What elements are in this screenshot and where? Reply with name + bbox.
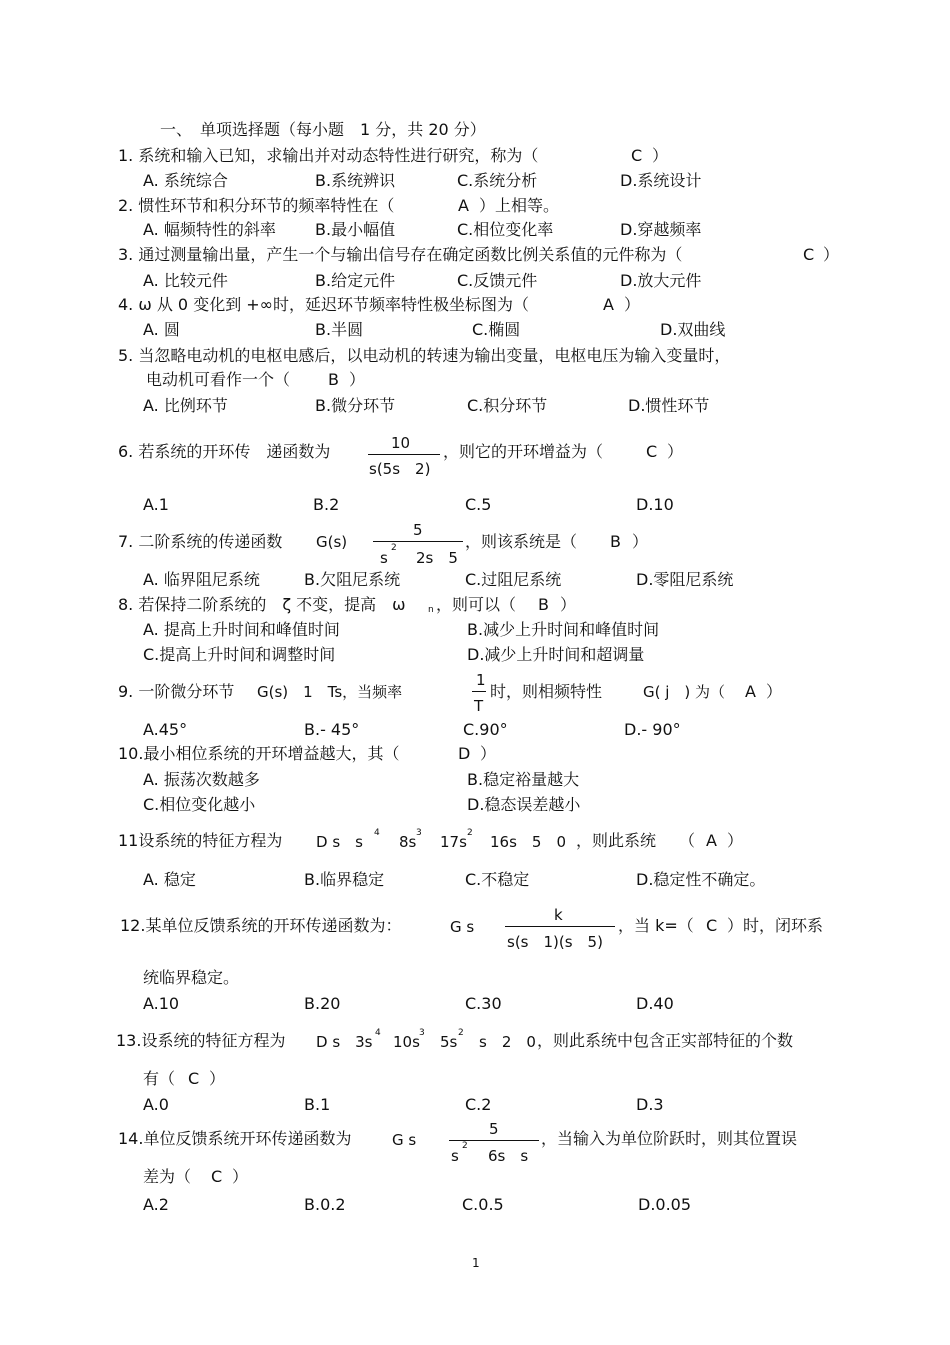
q9-fraction-bar <box>472 691 486 692</box>
q8-answer: B <box>538 595 549 614</box>
q5-stem-line2: 电动机可看作一个（ <box>146 370 291 389</box>
q6-answer: C <box>646 442 658 461</box>
q6-fraction-bar <box>368 454 440 455</box>
q12-option-d: D.40 <box>636 994 674 1013</box>
q6-numerator: 10 <box>391 434 411 452</box>
q6-close: ） <box>667 442 684 461</box>
q11-term4: 16s 5 0 <box>490 833 566 851</box>
section-title: 一、 单项选择题（每小题 1 分，共 20 分） <box>160 120 486 139</box>
q3-option-d: D.放大元件 <box>620 271 702 290</box>
q9-close: ） <box>766 682 783 701</box>
q13-tail: ，则此系统中包含正实部特征的个数 <box>537 1031 794 1050</box>
q12-denominator: s(s 1)(s 5) <box>507 933 603 951</box>
q13-term2: 10s <box>393 1033 420 1051</box>
q10-option-c: C.相位变化越小 <box>143 795 256 814</box>
q12-option-c: C.30 <box>465 994 502 1013</box>
q13-option-c: C.2 <box>465 1095 492 1114</box>
q8-stem: 8. 若保持二阶系统的 ζ 不变，提高 ω <box>118 595 406 614</box>
q8-option-c: C.提高上升时间和调整时间 <box>143 645 336 664</box>
q14-den-s: s <box>451 1147 459 1165</box>
q6-option-c: C.5 <box>465 495 492 514</box>
q13-term3: 5s <box>440 1033 458 1051</box>
q4-option-a: A. 圆 <box>143 320 180 339</box>
q8-option-b: B.减少上升时间和峰值时间 <box>467 620 660 639</box>
q5-option-a: A. 比例环节 <box>143 396 228 415</box>
q7-option-c: C.过阻尼系统 <box>465 570 562 589</box>
q9-stem: 9. 一阶微分环节 <box>118 682 235 701</box>
q3-option-b: B.给定元件 <box>315 271 396 290</box>
q12-option-a: A.10 <box>143 994 180 1013</box>
q7-option-d: D.零阻尼系统 <box>636 570 734 589</box>
q11-power3: 2 <box>467 828 473 838</box>
q1-answer: C <box>631 146 643 165</box>
q7-den-s: s <box>380 549 388 567</box>
q5-answer: B <box>328 370 339 389</box>
q13-option-b: B.1 <box>304 1095 331 1114</box>
q6-option-d: D.10 <box>636 495 674 514</box>
q5-option-c: C.积分环节 <box>467 396 548 415</box>
q4-stem: 4. ω 从 0 变化到 +∞时，延迟环节频率特性极坐标图为（ <box>118 295 530 314</box>
q12-option-b: B.20 <box>304 994 341 1013</box>
q11-close: ） <box>727 831 744 850</box>
q2-option-b: B.最小幅值 <box>315 220 396 239</box>
q13-continuation: 有（ <box>143 1069 176 1088</box>
q6-denominator: s(5s 2) <box>369 460 431 478</box>
q14-tail: ，当输入为单位阶跃时，则其位置误 <box>541 1129 798 1148</box>
q14-den-rest: 6s s <box>488 1147 529 1165</box>
q4-option-b: B.半圆 <box>315 320 364 339</box>
q8-option-a: A. 提高上升时间和峰值时间 <box>143 620 340 639</box>
q11-option-b: B.临界稳定 <box>304 870 385 889</box>
q3-stem: 3. 通过测量输出量，产生一个与输出信号存在确定函数比例关系值的元件称为（ <box>118 245 683 264</box>
q14-continuation: 差为（ <box>143 1167 192 1186</box>
q2-answer: A <box>458 196 469 215</box>
q9-option-c: C.90° <box>463 720 508 739</box>
q5-stem: 5. 当忽略电动机的电枢电感后，以电动机的转速为输出变量，电枢电压为输入变量时， <box>118 346 731 365</box>
q9-option-b: B.- 45° <box>304 720 360 739</box>
q6-stem: 6. 若系统的开环传 递函数为 <box>118 442 331 461</box>
q7-fraction-bar <box>373 541 463 542</box>
q13-term1: D s 3s <box>316 1033 373 1051</box>
q7-stem: 7. 二阶系统的传递函数 <box>118 532 283 551</box>
q2-tail: ）上相等。 <box>479 196 560 215</box>
q7-answer: B <box>610 532 621 551</box>
q14-stem: 14.单位反馈系统开环传递函数为 <box>118 1129 352 1148</box>
q3-option-a: A. 比较元件 <box>143 271 228 290</box>
page-number: 1 <box>472 1256 480 1270</box>
q11-stem: 11设系统的特征方程为 <box>118 831 283 850</box>
q9-tail: 时，则相频特性 <box>490 682 603 701</box>
q2-stem: 2. 惯性环节和积分环节的频率特性在（ <box>118 196 395 215</box>
q9-answer: A <box>745 682 756 701</box>
q9-option-a: A.45° <box>143 720 188 739</box>
q8-option-d: D.减少上升时间和超调量 <box>467 645 645 664</box>
q13-option-d: D.3 <box>636 1095 664 1114</box>
q11-open: （ <box>679 831 696 850</box>
q7-lhs: G(s) <box>316 533 348 551</box>
q12-numerator: k <box>554 906 563 924</box>
q9-denominator: T <box>474 697 484 715</box>
q1-close: ） <box>652 146 669 165</box>
q14-answer: C <box>211 1167 223 1186</box>
q2-option-a: A. 幅频特性的斜率 <box>143 220 276 239</box>
q11-term2: 8s <box>399 833 417 851</box>
q2-option-c: C.相位变化率 <box>457 220 554 239</box>
q7-den-exponent: 2 <box>391 543 397 553</box>
q12-continuation: 统临界稳定。 <box>143 968 240 987</box>
q13-stem: 13.设系统的特征方程为 <box>116 1031 286 1050</box>
q13-power3: 2 <box>458 1028 464 1038</box>
q7-tail: ，则该系统是（ <box>465 532 578 551</box>
q12-tail2: ）时，闭环系 <box>727 916 824 935</box>
q10-option-b: B.稳定裕量越大 <box>467 770 580 789</box>
q12-lhs: G s <box>450 918 475 936</box>
q14-lhs: G s <box>392 1131 417 1149</box>
q14-option-d: D.0.05 <box>638 1195 692 1214</box>
q14-option-a: A.2 <box>143 1195 169 1214</box>
q4-close: ） <box>624 295 641 314</box>
q10-stem: 10.最小相位系统的开环增益越大，其（ <box>118 744 400 763</box>
q3-answer: C <box>803 245 815 264</box>
q9-phase-expr: G( j ) 为（ <box>643 683 726 701</box>
q12-tail: ，当 k=（ <box>618 916 694 935</box>
q11-power1: 4 <box>374 828 380 838</box>
q1-option-c: C.系统分析 <box>457 171 538 190</box>
q1-stem: 1. 系统和输入已知，求输出并对动态特性进行研究，称为（ <box>118 146 539 165</box>
q14-den-exponent: 2 <box>462 1141 468 1151</box>
q14-close: ） <box>232 1167 249 1186</box>
q13-term4: s 2 0 <box>479 1033 536 1051</box>
q5-option-b: B.微分环节 <box>315 396 396 415</box>
q1-option-d: D.系统设计 <box>620 171 702 190</box>
q5-option-d: D.惯性环节 <box>628 396 710 415</box>
q13-power2: 3 <box>419 1028 425 1038</box>
q11-option-c: C.不稳定 <box>465 870 530 889</box>
q14-numerator: 5 <box>489 1120 499 1138</box>
q3-option-c: C.反馈元件 <box>457 271 538 290</box>
q9-numerator: 1 <box>476 671 486 689</box>
q7-close: ） <box>632 532 649 551</box>
q11-term3: 17s <box>440 833 467 851</box>
q6-tail: ，则它的开环增益为（ <box>443 442 604 461</box>
q10-option-a: A. 振荡次数越多 <box>143 770 260 789</box>
q4-option-c: C.椭圆 <box>472 320 521 339</box>
q10-option-d: D.稳态误差越小 <box>467 795 581 814</box>
q8-subscript: n <box>428 605 434 615</box>
q11-option-a: A. 稳定 <box>143 870 196 889</box>
q8-close: ） <box>560 595 577 614</box>
q1-option-a: A. 系统综合 <box>143 171 228 190</box>
q1-option-b: B.系统辨识 <box>315 171 396 190</box>
q13-close: ） <box>209 1069 226 1088</box>
q11-power2: 3 <box>416 828 422 838</box>
q7-option-a: A. 临界阻尼系统 <box>143 570 260 589</box>
q4-option-d: D.双曲线 <box>660 320 726 339</box>
q4-answer: A <box>603 295 614 314</box>
q11-tail: ，则此系统 <box>576 831 657 850</box>
q6-option-b: B.2 <box>313 495 340 514</box>
q9-expression: G(s) 1 Ts，当频率 <box>257 683 403 701</box>
q12-fraction-bar <box>505 926 615 927</box>
q7-numerator: 5 <box>413 521 423 539</box>
q7-den-rest: 2s 5 <box>416 549 458 567</box>
q12-stem: 12.某单位反馈系统的开环传递函数为： <box>120 916 402 935</box>
q5-close: ） <box>349 370 366 389</box>
q6-option-a: A.1 <box>143 495 169 514</box>
q10-answer: D <box>458 744 471 763</box>
q13-option-a: A.0 <box>143 1095 169 1114</box>
q3-close: ） <box>823 245 840 264</box>
q9-option-d: D.- 90° <box>624 720 681 739</box>
q2-option-d: D.穿越频率 <box>620 220 702 239</box>
q11-option-d: D.稳定性不确定。 <box>636 870 766 889</box>
q12-answer: C <box>706 916 718 935</box>
q11-term1: D s s <box>316 833 363 851</box>
q13-power1: 4 <box>375 1028 381 1038</box>
q14-option-b: B.0.2 <box>304 1195 346 1214</box>
q11-answer: A <box>706 831 717 850</box>
q13-answer: C <box>188 1069 200 1088</box>
q8-tail: ，则可以（ <box>436 595 517 614</box>
q10-close: ） <box>480 744 497 763</box>
q7-option-b: B.欠阻尼系统 <box>304 570 401 589</box>
q14-option-c: C.0.5 <box>462 1195 504 1214</box>
